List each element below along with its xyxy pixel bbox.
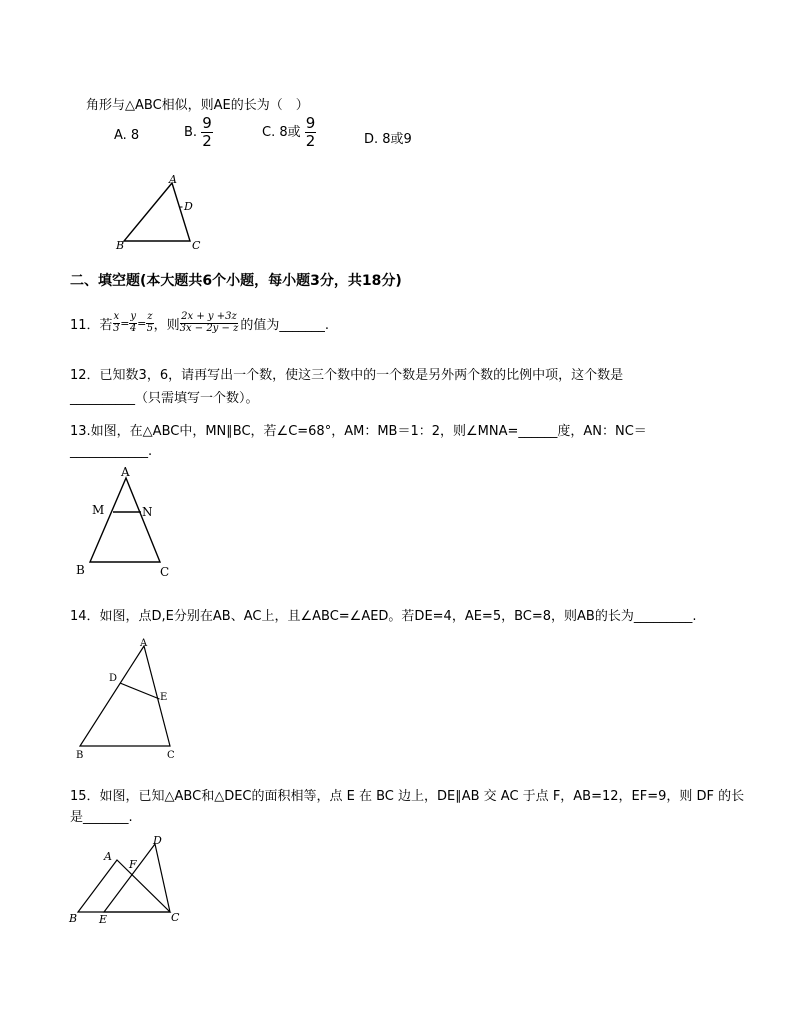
triangle-abc xyxy=(124,183,190,241)
vertex-label-e: E xyxy=(160,692,168,703)
q10-triangle-figure xyxy=(112,172,204,252)
vertex-label-c: C xyxy=(167,750,175,761)
q10-option-b xyxy=(184,116,213,149)
q15-line-1: 15．如图，已知△ABC和△DEC的面积相等，点 E 在 BC 边上，DE∥AB 交 AC 于点 F，AB=12，EF=9，则 DF 的长 xyxy=(70,789,745,804)
section-heading: 二、填空题(本大题共6个小题，每小题3分，共18分) xyxy=(70,273,402,289)
q13-line-2: ____________. xyxy=(70,444,153,459)
q11-mid: ，则 xyxy=(153,317,180,333)
triangle-abc xyxy=(90,478,160,562)
fraction-denominator: 4 xyxy=(130,323,137,334)
fraction-numerator: x xyxy=(113,311,120,322)
vertex-label-a: A xyxy=(140,638,148,649)
q10-option-a: A. 8 xyxy=(114,128,140,143)
q10-option-d: D. 8或9 xyxy=(364,132,412,147)
q13-line-1: 13.如图，在△ABC中，MN∥BC，若∠C=68°，AM：MB＝1：2，则∠MNA=______度，AN：NC＝ xyxy=(70,424,647,439)
q15-line-2: 是_______. xyxy=(70,810,133,825)
q11-fraction-expression xyxy=(180,312,239,334)
fraction-numerator: 2x + y +3z xyxy=(181,311,237,322)
q12-line-2: __________（只需填写一个数）。 xyxy=(70,391,259,406)
question-11 xyxy=(70,312,329,334)
vertex-label-d: D xyxy=(184,200,193,213)
fraction-denominator: 3x − 2y − z xyxy=(179,323,239,334)
fraction-denominator: 5 xyxy=(146,323,154,334)
fraction-numerator: 9 xyxy=(305,114,316,132)
vertex-label-f: F xyxy=(129,858,137,871)
vertex-label-b: B xyxy=(69,912,78,925)
q11-fraction-y4 xyxy=(129,312,137,334)
vertex-label-a: A xyxy=(121,465,130,479)
fraction-numerator: z xyxy=(147,311,153,322)
q11-fraction-z5 xyxy=(146,312,153,334)
fraction-denominator: 2 xyxy=(202,132,212,150)
vertex-label-b: B xyxy=(76,563,85,577)
q11-suffix: 的值为_______. xyxy=(240,317,329,333)
vertex-label-a: A xyxy=(104,850,112,863)
q10-option-c xyxy=(262,116,316,149)
vertex-label-c: C xyxy=(160,565,170,579)
vertex-label-b: B xyxy=(76,750,84,761)
q11-fraction-x3 xyxy=(113,312,121,334)
q11-prefix: 11．若 xyxy=(70,317,113,333)
q15-triangle-figure xyxy=(66,832,190,932)
vertex-label-d: D xyxy=(109,673,118,684)
vertex-label-c: C xyxy=(192,239,201,252)
q10-option-b-prefix: B. xyxy=(184,125,198,140)
q10-stem-tail: 角形与△ABC相似，则AE的长为（ ） xyxy=(86,98,309,113)
q14-triangle-figure xyxy=(72,632,186,764)
vertex-label-d: D xyxy=(153,834,162,847)
triangle-abc xyxy=(80,646,170,746)
q12-line-1: 12．已知数3，6，请再写出一个数，使这三个数中的一个数是另外两个数的比例中项，这个数是 xyxy=(70,368,624,383)
vertex-label-a: A xyxy=(169,173,177,186)
fraction-denominator: 3 xyxy=(113,323,120,334)
q14-line-1: 14．如图，点D,E分别在AB、AC上，且∠ABC=∠AED。若DE=4，AE=5，BC=8，则AB的长为_________. xyxy=(70,609,697,624)
vertex-label-n: N xyxy=(142,505,153,519)
fraction-denominator: 2 xyxy=(305,132,316,150)
q10-option-c-prefix: C. 8或 xyxy=(262,125,301,140)
vertex-label-m: M xyxy=(92,503,105,517)
fraction-numerator: y xyxy=(130,311,137,322)
vertex-label-c: C xyxy=(171,911,180,924)
q10-option-b-fraction xyxy=(201,116,213,149)
q11-equals-2: = xyxy=(137,316,147,330)
vertex-label-e: E xyxy=(99,913,108,926)
vertex-label-b: B xyxy=(116,239,125,252)
q13-triangle-figure xyxy=(72,462,184,580)
q11-equals-1: = xyxy=(120,316,130,330)
segment-de xyxy=(120,683,160,699)
fraction-numerator: 9 xyxy=(202,114,212,132)
q10-option-c-fraction xyxy=(305,116,317,149)
